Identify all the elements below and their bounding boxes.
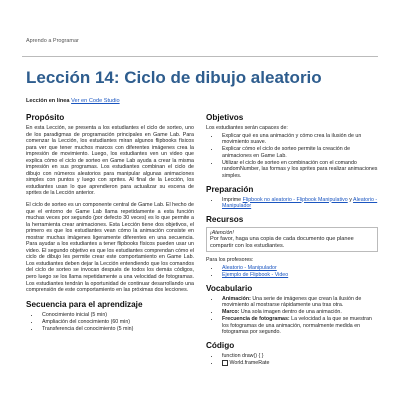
sequence-item: • Ampliación del conocimiento (60 min) [40,319,194,326]
teacher-resource-item [220,272,378,279]
preparation-heading: Preparación [206,184,254,194]
objective-item: • Explicar qué es una animación y cómo crea la ilusión de un movimiento suave. [220,133,378,146]
preparation-mid: y [347,196,354,203]
header-divider [22,56,378,57]
preparation-item [220,197,378,210]
vocabulary-item [220,316,378,336]
vocab-definition: La velocidad a la que se muestran los fotogramas de una animación, normalmente medida en fotogramas por segundo. [222,316,372,336]
code-item-text: World.frameRate [229,360,270,367]
square-icon [222,360,228,366]
code-item [220,360,378,367]
objectives-intro: Los estudiantes serán capaces de: [206,125,288,131]
teachers-label: Para los profesores: [206,257,254,264]
attention-title: ¡Atención! [210,229,234,236]
resources-heading: Recursos [206,214,244,224]
aleatorio-link[interactable]: Aleatorio - Manipulador [222,196,378,210]
vocab-definition: Una serie de imágenes que crean la ilusión de movimiento al mostrarse rápidamente una tras otra. [222,295,362,309]
objectives-list [206,133,378,180]
aleatorio-manipulador-link[interactable]: Aleatorio - Manipulador [222,264,277,271]
code-heading: Código [206,341,235,350]
vocab-term: Marco: [222,309,240,316]
purpose-heading: Propósito [26,113,65,122]
breadcrumb: Aprendo a Programar [26,38,79,44]
right-column [206,112,378,371]
attention-text: Por favor, haga una copia de cada documento que planee compartir con los estudiantes. [210,236,354,249]
objective-item: • Utilizar el ciclo de sorteo en combinación con el comando randomNumber, las formas y los sprites para realizar animaciones simples. [220,160,378,180]
preparation-list [206,197,378,210]
purpose-paragraph-1: En esta Lección, se presenta a los estudiantes el ciclo de sorteo, uno de los paradigmas de programación principales en Game Lab. Para comenzar la Lección, los estudiantes miran algunos flipbooks físicos para ver que tener muchos marcos con diferentes imágenes crea la impresión de movimiento. Luego, los estudiantes ven un video que explica cómo el ciclo de sorteo en Game Lab ayuda a crear la misma impresión en sus programas. Los estudiantes combinan el ciclo de dibujo con números aleatorios para manipular algunas animaciones simples con puntos y luego con sprites. Al final de la Lección, los estudiantes usan lo que aprendieron para actualizar su escena de sprites de la Lección anterior. [26,125,194,197]
vocab-term: Animación: [222,295,251,302]
objectives-heading: Objetivos [206,113,244,122]
purpose-paragraph-2: El ciclo de sorteo es un componente central de Game Lab. El hecho de que el entorno de Game Lab llama repetidamente a esta función muchas veces por segundo (por defecto 30 veces) es lo que permite a la herramienta crear animaciones. Esta Lección tiene dos objetivos, el primero es que los estudiantes vean cómo la animación consiste en mostrar muchas imágenes ligeramente diferentes en una secuencia. Para ayudar a los estudiantes a tener flipbooks físicos pueden usar un video. El segundo objetivo es que los estudiantes comprendan cómo el ciclo de dibujo les permite crear este comportamiento en Game Lab. Los estudiantes deben dejar la Lección entendiendo que los comandos del ciclo de sorteo se invocan después de todos los demás códigos, pero luego se los llama repetidamente a una velocidad de fotogramas. Los estudiantes tendrán la oportunidad de continuar desarrollando una comprensión de este comportamiento en las próximas dos lecciones. [26,202,194,294]
online-lesson-label: Lección en línea [26,98,70,104]
left-column [26,112,194,337]
page-title: Lección 14: Ciclo de dibujo aleatorio [26,68,322,87]
sequence-item: • Transferencia del conocimiento (5 min) [40,326,194,333]
online-lesson-line [26,98,120,104]
flipbook-link[interactable]: Flipbook no aleatorio - Flipbook Manipulativo [242,196,348,203]
sequence-item: • Conocimiento inicial (5 min) [40,312,194,319]
teacher-resource-item [220,265,378,272]
vocabulary-item [220,296,378,309]
sequence-heading: Secuencia para el aprendizaje [26,299,143,309]
preparation-prefix: Imprime [222,196,243,203]
vocabulary-heading: Vocabulario [206,283,253,293]
vocab-term: Frecuencia de fotogramas: [222,316,290,323]
code-list [206,353,378,367]
flipbook-video-link[interactable]: Ejemplo de Flipbook - Video [222,271,289,278]
code-item: • function draw() { } [220,353,378,360]
attention-note [206,227,378,253]
teachers-list [206,265,378,279]
vocab-definition: Una sola imagen dentro de una animación. [239,309,342,316]
code-studio-link[interactable]: Ver en Code Studio [71,98,120,104]
vocabulary-item [220,309,378,316]
sequence-list [26,312,194,333]
vocabulary-list [206,296,378,336]
objective-item: • Explicar cómo el ciclo de sorteo permite la creación de animaciones en Game Lab. [220,146,378,159]
